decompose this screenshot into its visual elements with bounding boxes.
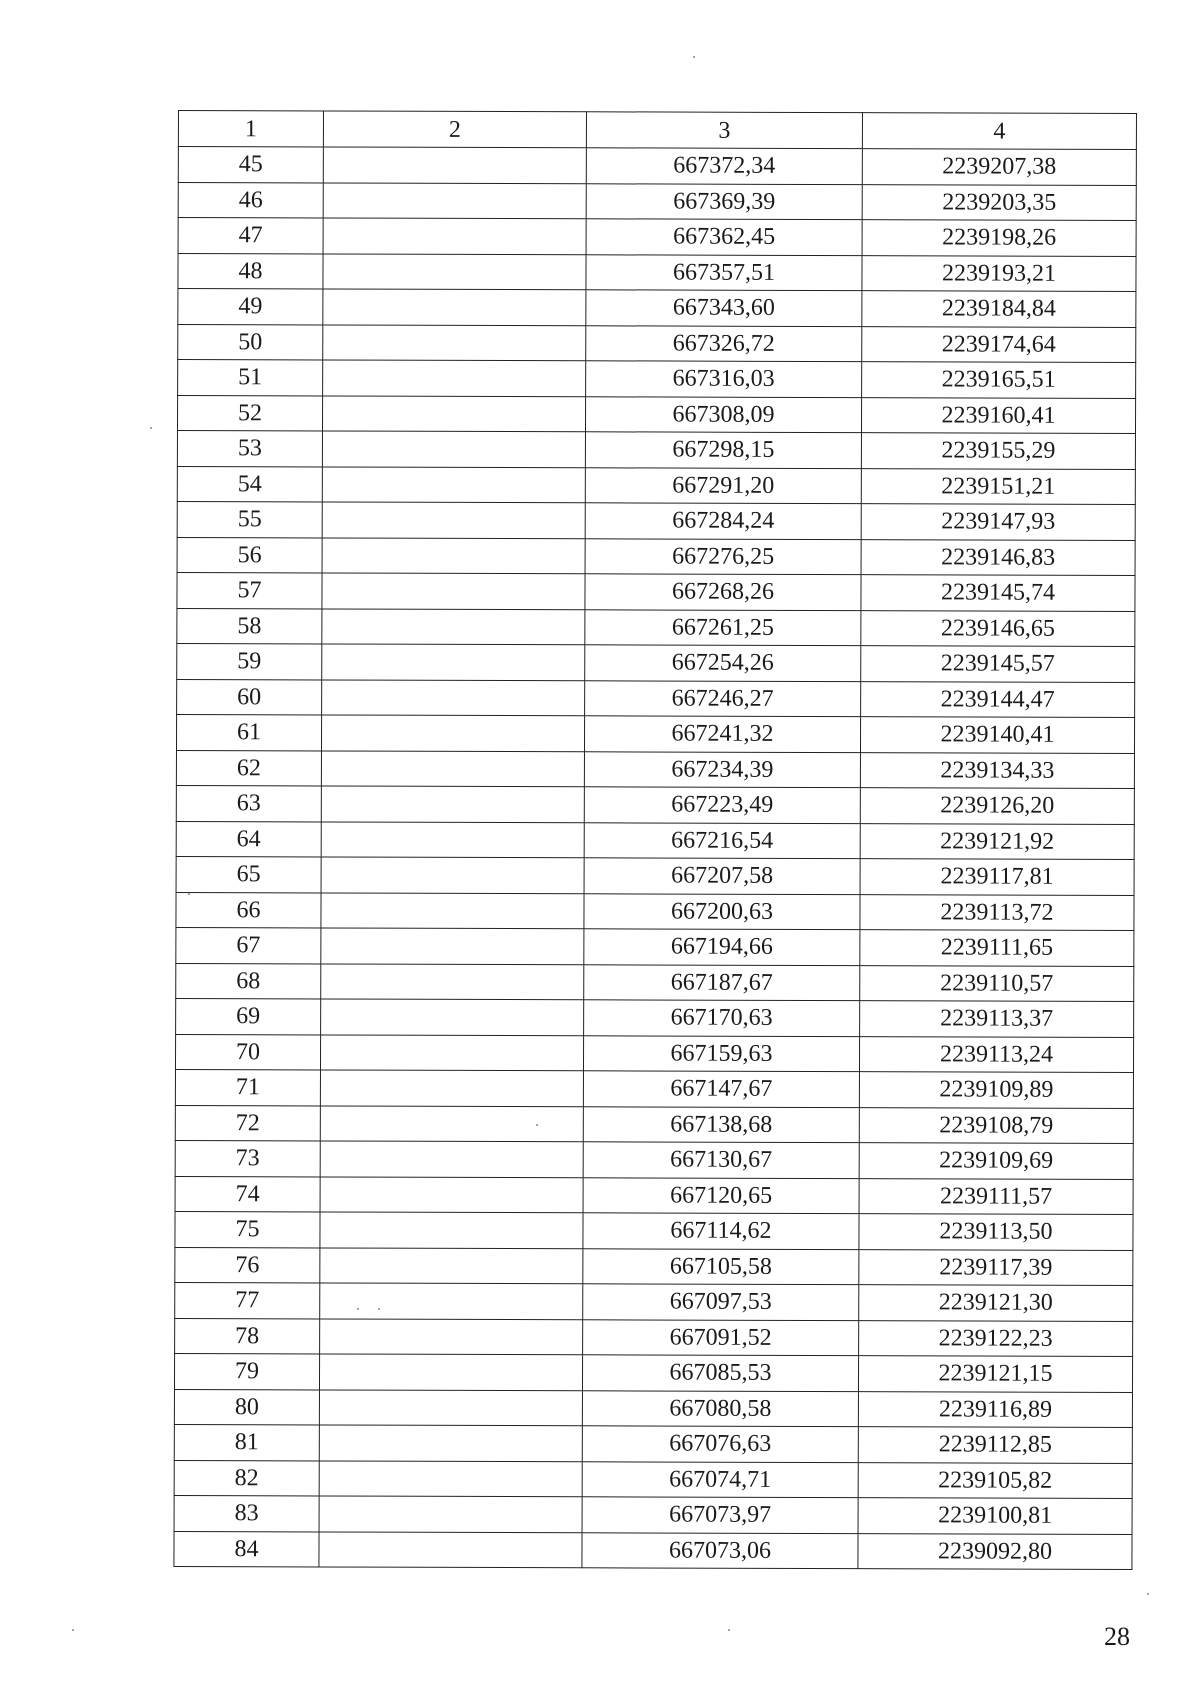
point-number-cell: 63 (176, 785, 321, 821)
coordinate-y-cell: 2239117,81 (860, 859, 1134, 895)
coordinate-y-cell: 2239146,65 (861, 610, 1135, 646)
table-row (175, 1282, 1133, 1321)
table-row (175, 1247, 1133, 1286)
coordinate-x-cell: 667261,25 (585, 609, 861, 645)
table-row (174, 1389, 1132, 1428)
table-row (175, 1211, 1133, 1250)
table-header (178, 111, 1136, 150)
empty-cell (322, 608, 585, 644)
coordinate-y-cell: 2239121,30 (859, 1285, 1133, 1321)
table-row (177, 643, 1135, 682)
coordinate-y-cell: 2239184,84 (862, 291, 1136, 327)
table-row (175, 1140, 1133, 1179)
coordinate-x-cell: 667326,72 (586, 325, 862, 361)
point-number-cell: 82 (174, 1460, 319, 1496)
table-row (176, 856, 1134, 895)
empty-cell (321, 999, 584, 1035)
coordinate-x-cell: 667207,58 (584, 858, 860, 894)
point-number-cell: 79 (174, 1353, 319, 1389)
coordinate-y-cell: 2239207,38 (862, 149, 1136, 185)
empty-cell (321, 892, 584, 928)
empty-cell (323, 289, 586, 325)
coordinate-x-cell: 667170,63 (584, 1000, 860, 1036)
point-number-cell: 73 (175, 1140, 320, 1176)
coordinate-y-cell: 2239113,37 (860, 1001, 1134, 1037)
table-row (176, 927, 1134, 966)
coordinate-y-cell: 2239092,80 (858, 1533, 1132, 1569)
coordinates-table (173, 110, 1137, 1570)
point-number-cell: 48 (178, 253, 323, 289)
coordinate-x-cell: 667308,09 (585, 396, 861, 432)
empty-cell (319, 1496, 582, 1532)
point-number-cell: 68 (176, 963, 321, 999)
table-row (174, 1460, 1132, 1499)
coordinate-y-cell: 2239203,35 (862, 184, 1136, 220)
coordinate-y-cell: 2239140,41 (860, 717, 1134, 753)
table-row (175, 1318, 1133, 1357)
coordinate-y-cell: 2239117,39 (859, 1249, 1133, 1285)
table-row (176, 750, 1134, 789)
coordinate-y-cell: 2239146,83 (861, 539, 1135, 575)
scan-speck (150, 427, 152, 429)
point-number-cell: 60 (177, 679, 322, 715)
header-cell-col-1: 1 (178, 111, 323, 147)
empty-cell (323, 182, 586, 218)
table-row (178, 324, 1136, 363)
empty-cell (322, 573, 585, 609)
header-cell-col-4: 4 (862, 113, 1136, 150)
empty-cell (322, 679, 585, 715)
table-row (174, 1353, 1132, 1392)
coordinate-y-cell: 2239121,92 (860, 823, 1134, 859)
coordinate-y-cell: 2239145,74 (861, 575, 1135, 611)
point-number-cell: 80 (174, 1389, 319, 1425)
empty-cell (320, 1212, 583, 1248)
table-row (176, 714, 1134, 753)
coordinate-y-cell: 2239105,82 (858, 1462, 1132, 1498)
coordinate-x-cell: 667369,39 (586, 183, 862, 219)
coordinate-x-cell: 667138,68 (583, 1106, 859, 1142)
table-row (176, 998, 1134, 1037)
empty-cell (319, 1389, 582, 1425)
empty-cell (320, 1176, 583, 1212)
coordinate-x-cell: 667091,52 (583, 1319, 859, 1355)
empty-cell (320, 1318, 583, 1354)
scan-speck (188, 893, 190, 895)
table-row (178, 253, 1136, 292)
point-number-cell: 84 (174, 1531, 319, 1567)
table-row (176, 963, 1134, 1002)
coordinate-y-cell: 2239122,23 (859, 1320, 1133, 1356)
coordinate-y-cell: 2239147,93 (861, 504, 1135, 540)
point-number-cell: 75 (175, 1211, 320, 1247)
table-row (178, 218, 1136, 257)
coordinate-x-cell: 667073,06 (582, 1532, 858, 1568)
point-number-cell: 74 (175, 1176, 320, 1212)
coordinate-y-cell: 2239144,47 (861, 681, 1135, 717)
coordinate-y-cell: 2239145,57 (861, 646, 1135, 682)
empty-cell (319, 1531, 582, 1567)
empty-cell (322, 537, 585, 573)
empty-cell (322, 431, 585, 467)
table-row (177, 608, 1135, 647)
coordinate-x-cell: 667097,53 (583, 1284, 859, 1320)
table-row (175, 1105, 1133, 1144)
coordinate-y-cell: 2239134,33 (860, 752, 1134, 788)
table-row (175, 1069, 1133, 1108)
coordinate-x-cell: 667080,58 (582, 1390, 858, 1426)
coordinate-x-cell: 667159,63 (583, 1035, 859, 1071)
coordinate-y-cell: 2239121,15 (858, 1356, 1132, 1392)
coordinate-y-cell: 2239113,72 (860, 894, 1134, 930)
coordinate-x-cell: 667074,71 (582, 1461, 858, 1497)
point-number-cell: 69 (176, 998, 321, 1034)
point-number-cell: 51 (178, 360, 323, 396)
point-number-cell: 55 (177, 501, 322, 537)
scan-speck (378, 1308, 380, 1310)
coordinate-y-cell: 2239151,21 (861, 468, 1135, 504)
scan-speck (72, 1629, 74, 1631)
empty-cell (322, 466, 585, 502)
coordinate-x-cell: 667268,26 (585, 574, 861, 610)
table-row (177, 572, 1135, 611)
coordinate-y-cell: 2239110,57 (860, 965, 1134, 1001)
point-number-cell: 45 (178, 147, 323, 183)
empty-cell (321, 857, 584, 893)
coordinate-x-cell: 667246,27 (585, 680, 861, 716)
table-row (177, 466, 1135, 505)
coordinate-y-cell: 2239108,79 (859, 1107, 1133, 1143)
scan-speck (728, 1629, 730, 1631)
point-number-cell: 54 (177, 466, 322, 502)
point-number-cell: 64 (176, 821, 321, 857)
point-number-cell: 50 (178, 324, 323, 360)
coordinate-x-cell: 667223,49 (584, 787, 860, 823)
empty-cell (319, 1460, 582, 1496)
table-row (177, 501, 1135, 540)
coordinate-y-cell: 2239109,89 (859, 1072, 1133, 1108)
point-number-cell: 77 (175, 1282, 320, 1318)
scan-speck (357, 1308, 359, 1310)
coordinate-x-cell: 667284,24 (585, 503, 861, 539)
coordinate-x-cell: 667298,15 (585, 432, 861, 468)
table-row (176, 785, 1134, 824)
table-row (174, 1424, 1132, 1463)
point-number-cell: 81 (174, 1424, 319, 1460)
coordinate-x-cell: 667147,67 (583, 1071, 859, 1107)
empty-cell (320, 1070, 583, 1106)
coordinate-x-cell: 667362,45 (586, 219, 862, 255)
header-row (178, 111, 1136, 150)
coordinate-x-cell: 667254,26 (585, 645, 861, 681)
coordinate-y-cell: 2239109,69 (859, 1143, 1133, 1179)
empty-cell (320, 1247, 583, 1283)
coordinate-y-cell: 2239116,89 (858, 1391, 1132, 1427)
table-body (174, 147, 1136, 1570)
point-number-cell: 78 (175, 1318, 320, 1354)
point-number-cell: 57 (177, 572, 322, 608)
empty-cell (319, 1354, 582, 1390)
point-number-cell: 61 (176, 714, 321, 750)
scan-speck (536, 1124, 538, 1126)
coordinate-x-cell: 667130,67 (583, 1142, 859, 1178)
table-row (176, 821, 1134, 860)
header-cell-col-2: 2 (323, 111, 586, 148)
coordinate-x-cell: 667316,03 (586, 361, 862, 397)
coordinate-x-cell: 667241,32 (584, 716, 860, 752)
table-row (174, 1495, 1132, 1534)
table-row (178, 289, 1136, 328)
point-number-cell: 59 (177, 643, 322, 679)
table-row (177, 679, 1135, 718)
empty-cell (322, 502, 585, 538)
empty-cell (321, 963, 584, 999)
point-number-cell: 53 (177, 431, 322, 467)
page-number: 28 (1104, 1622, 1130, 1651)
empty-cell (320, 1141, 583, 1177)
point-number-cell: 46 (178, 182, 323, 218)
table-row (178, 360, 1136, 399)
coordinate-y-cell: 2239100,81 (858, 1498, 1132, 1534)
table-row (176, 892, 1134, 931)
point-number-cell: 62 (176, 750, 321, 786)
coordinate-y-cell: 2239112,85 (858, 1427, 1132, 1463)
table-row (177, 537, 1135, 576)
point-number-cell: 83 (174, 1495, 319, 1531)
scan-speck (1147, 1593, 1149, 1595)
empty-cell (321, 821, 584, 857)
coordinate-y-cell: 2239126,20 (860, 788, 1134, 824)
coordinate-x-cell: 667073,97 (582, 1497, 858, 1533)
table-row (174, 1531, 1132, 1570)
coordinate-x-cell: 667076,63 (582, 1426, 858, 1462)
point-number-cell: 49 (178, 289, 323, 325)
table-row (178, 182, 1136, 221)
coordinate-x-cell: 667194,66 (584, 929, 860, 965)
empty-cell (323, 324, 586, 360)
coordinate-x-cell: 667372,34 (586, 148, 862, 184)
coordinate-x-cell: 667187,67 (584, 964, 860, 1000)
table-row (177, 431, 1135, 470)
coordinate-y-cell: 2239155,29 (861, 433, 1135, 469)
coordinate-y-cell: 2239113,50 (859, 1214, 1133, 1250)
point-number-cell: 71 (175, 1069, 320, 1105)
empty-cell (323, 218, 586, 254)
coordinate-x-cell: 667200,63 (584, 893, 860, 929)
point-number-cell: 47 (178, 218, 323, 254)
coordinate-x-cell: 667120,65 (583, 1177, 859, 1213)
point-number-cell: 56 (177, 537, 322, 573)
point-number-cell: 52 (177, 395, 322, 431)
point-number-cell: 70 (175, 1034, 320, 1070)
empty-cell (322, 644, 585, 680)
coordinate-x-cell: 667216,54 (584, 822, 860, 858)
empty-cell (320, 1105, 583, 1141)
coordinate-y-cell: 2239198,26 (862, 220, 1136, 256)
empty-cell (323, 147, 586, 183)
table-row (175, 1034, 1133, 1073)
coordinate-y-cell: 2239174,64 (862, 326, 1136, 362)
scan-speck (693, 56, 695, 58)
point-number-cell: 58 (177, 608, 322, 644)
table-row (175, 1176, 1133, 1215)
empty-cell (321, 750, 584, 786)
coordinate-x-cell: 667343,60 (586, 290, 862, 326)
empty-cell (321, 928, 584, 964)
point-number-cell: 72 (175, 1105, 320, 1141)
table-row (178, 147, 1136, 186)
empty-cell (320, 1034, 583, 1070)
point-number-cell: 65 (176, 856, 321, 892)
empty-cell (319, 1425, 582, 1461)
header-cell-col-3: 3 (586, 112, 862, 149)
coordinate-x-cell: 667105,58 (583, 1248, 859, 1284)
coordinate-x-cell: 667357,51 (586, 254, 862, 290)
coordinate-y-cell: 2239111,57 (859, 1178, 1133, 1214)
coordinate-y-cell: 2239165,51 (862, 362, 1136, 398)
coordinate-y-cell: 2239113,24 (859, 1036, 1133, 1072)
empty-cell (321, 715, 584, 751)
coordinate-x-cell: 667085,53 (582, 1355, 858, 1391)
empty-cell (320, 1283, 583, 1319)
empty-cell (323, 360, 586, 396)
point-number-cell: 66 (176, 892, 321, 928)
empty-cell (323, 253, 586, 289)
coordinate-x-cell: 667234,39 (584, 751, 860, 787)
coordinate-y-cell: 2239160,41 (861, 397, 1135, 433)
table-row (177, 395, 1135, 434)
empty-cell (322, 395, 585, 431)
coordinate-x-cell: 667276,25 (585, 538, 861, 574)
coordinate-x-cell: 667291,20 (585, 467, 861, 503)
coordinate-y-cell: 2239193,21 (862, 255, 1136, 291)
point-number-cell: 67 (176, 927, 321, 963)
point-number-cell: 76 (175, 1247, 320, 1283)
empty-cell (321, 786, 584, 822)
coordinate-x-cell: 667114,62 (583, 1213, 859, 1249)
coordinate-y-cell: 2239111,65 (860, 930, 1134, 966)
